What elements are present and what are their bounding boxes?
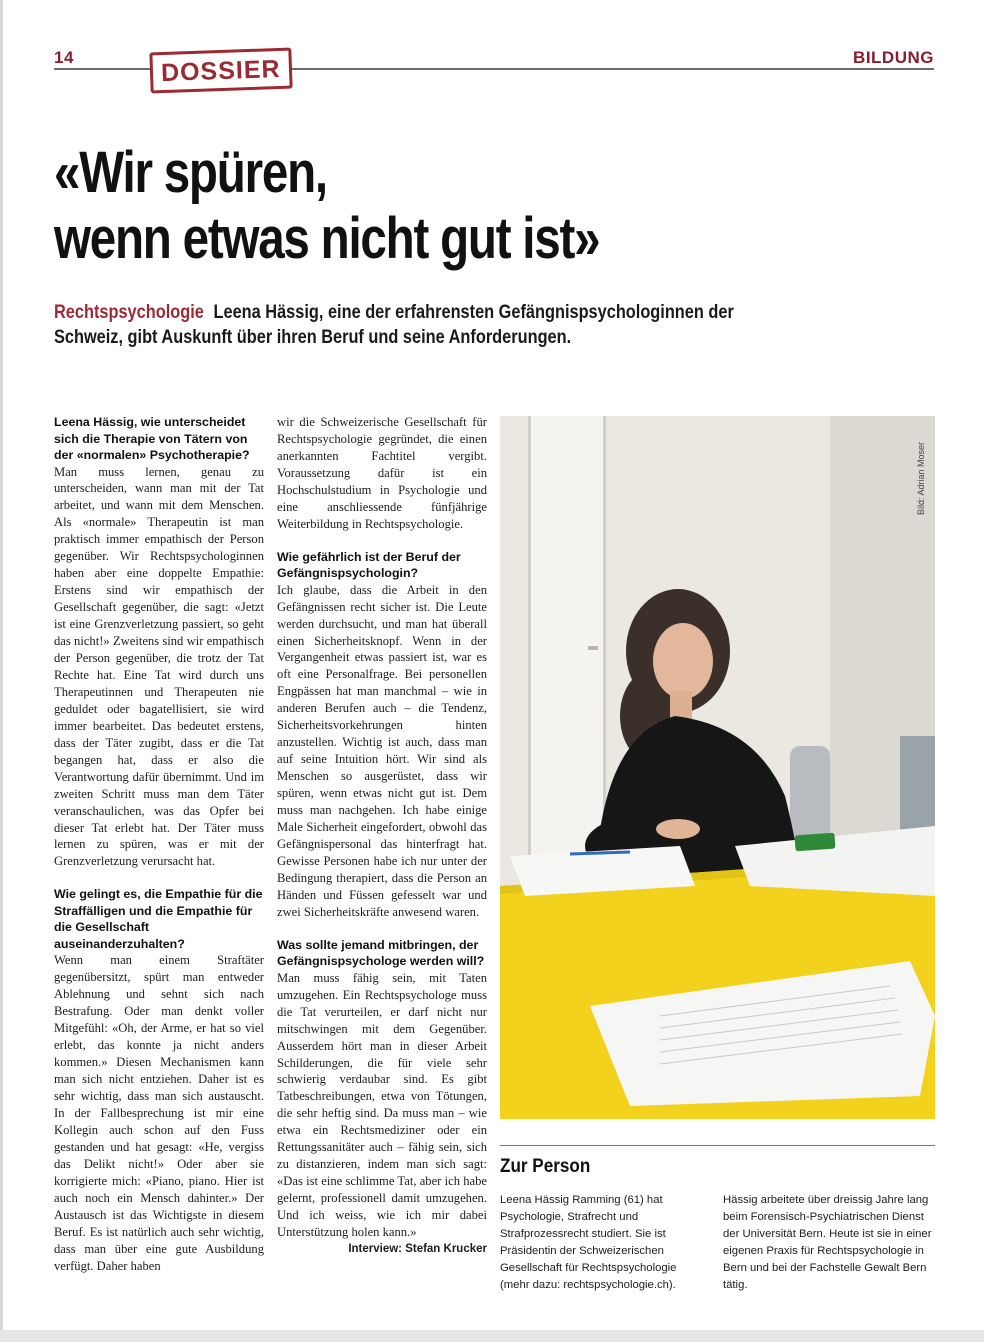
- lead-paragraph: [54, 300, 776, 350]
- interview-credit: Interview: Stefan Krucker: [348, 1242, 487, 1255]
- portrait-photo: [500, 416, 935, 1119]
- answer-4: Man muss fähig sein, mit Taten umzugehen. Ein Rechtspsychologe muss die Tat verurteilen, er darf nicht nur mitschwingen mit dem Gegenüber. Ausserdem hört man in dieser Arbeit Schilderungen, die für viele sehr schwierig verdaubar sind. Es gibt Tatbeschreibungen, etwa von Tötungen, die sehr heftig sind. Da muss man – wie etwa ein Rechtsmediziner oder ein Rettungssanitäter auch – fähig sein, sich zu distanzieren, indem man sich sagt: «Das ist eine schlimme Tat, aber ich habe gelernt, professionell damit umzugehen. Und ich weiss, wie ich mir dabei Unterstützung holen kann.» Interview: Stefan Krucker: [277, 970, 487, 1241]
- answer-2-continued: wir die Schweizerische Gesellschaft für Rechtspsychologie gegründet, die einen anerkannten Fachtitel vergibt. Voraussetzung dafür ist ein Hochschulstudium in Psychologie und eine anschliessende fünfjährige Weiterbildung in Rechtspsychologie.: [277, 415, 487, 531]
- dossier-stamp: DOSSIER: [149, 48, 292, 94]
- question-2: Wie gelingt es, die Empathie für die Straffälligen und die Empathie für die Gesellschaft auseinanderzuhalten?: [54, 887, 263, 951]
- person-box-title: Zur Person: [500, 1156, 591, 1177]
- person-box-rule: [500, 1145, 935, 1146]
- article-column-1: [54, 414, 264, 1274]
- question-1: Leena Hässig, wie unterscheidet sich die Therapie von Tätern von der «normalen» Psychotherapie?: [54, 415, 250, 462]
- photo-illustration: [500, 416, 935, 1119]
- page-bottom-edge: [0, 1330, 984, 1342]
- headline: [54, 140, 923, 272]
- lead-text: Leena Hässig, eine der erfahrensten Gefängnispsychologinnen der Schweiz, gibt Auskunft über ihren Beruf und seine Anforderungen.: [54, 302, 734, 348]
- headline-line-1: «Wir spüren,: [54, 140, 327, 205]
- person-bio-2: Hässig arbeitete über dreissig Jahre lang beim Forensisch-Psychiatrischen Dienst der Universität Bern. Heute ist sie in einer eigenen Praxis für Rechtspsychologie in Bern und bei der Fachstelle Gewalt Bern tätig.: [723, 1194, 932, 1291]
- question-3: Wie gefährlich ist der Beruf der Gefängnispsychologin?: [277, 549, 461, 581]
- headline-line-2: wenn etwas nicht gut ist»: [54, 206, 600, 271]
- person-box-column-1: [500, 1192, 705, 1294]
- page-edge: [0, 0, 3, 1342]
- answer-3: Ich glaube, dass die Arbeit in den Gefängnissen recht sicher ist. Die Leute werden durchsucht, und man hat überall einen Sicherheitsknopf. Wenn in der Vergangenheit etwas passiert ist, war es oft eine Personalfrage. Bei personellen Engpässen hat man manchmal – wie in anderen Berufen auch – die Tendenz, Sicherheitsvorkehrungen hinten anzustellen. Wichtig ist auch, dass man auf seine Intuition hört. Wir sind als Menschen so ausgerüstet, dass wir spüren, wenn etwas nicht gut ist. Dem muss man nachgehen. Ich habe einige Male Sicherheit eingefordert, obwohl das Gefängnispersonal das hinterfragt hat. Gewisse Personen habe ich nur unter der Bedingung therapiert, dass die Person an Händen und Füssen gefesselt war und zwei Sicherheitskräfte anwesend waren.: [277, 582, 487, 919]
- article-column-2: [277, 414, 487, 1258]
- page-number: 14: [54, 48, 74, 67]
- answer-2: Wenn man einem Straftäter gegenübersitzt, spürt man entweder Ablehnung und sehnt sich nach Bestrafung. Oder man denkt voller Mitgefühl: «Oh, der Arme, er hat so viel erlebt, das konnte ja nicht anders kommen.» Diesen Mechanismen kann man sich nicht entziehen. Daher ist es sehr wichtig, dass man sich austauscht. In der Fallbesprechung ist mir eine Kollegin auch schon auf den Fuss gestanden und hat gesagt: «He, vergiss das Delikt nicht!» Oder aber sie korrigierte mich: «Piano, piano. Hier ist auch noch ein Mensch dahinter.» Der Austausch ist das Wichtigste in diesem Beruf. Es ist natürlich auch sehr wichtig, dass man über eine gute Ausbildung verfügt. Daher haben: [54, 953, 264, 1273]
- photo-credit: Bild: Adrian Moser: [916, 441, 926, 515]
- person-bio-1: Leena Hässig Ramming (61) hat Psychologie, Strafrecht und Strafprozessrecht studiert. Sie ist Präsidentin der Schweizerischen Gesellschaft für Rechtspsychologie (mehr dazu: rechtspsychologie.ch).: [500, 1194, 677, 1291]
- section-name: BILDUNG: [853, 48, 934, 67]
- answer-1: Man muss lernen, genau zu unterscheiden, wann man mit der Tat arbeitet, und wann mit dem Menschen. Als «normale» Therapeutin ist man praktisch immer empathisch der Person gegenüber. Wir Rechtspsychologinnen haben aber eine doppelte Empathie: Erstens sind wir empathisch der Gesellschaft gegenüber, die sagt: «Jetzt ist eine Grenzverletzung passiert, so geht das nicht!» Zweitens sind wir empathisch der Person gegenüber, die trotz der Tat Rechte hat. Eine Tat wird durch uns Therapeutinnen und Therapeuten nie geduldet oder bagatellisiert, sie wird immer bearbeitet. Das bedeutet erstens, dass der Täter zugibt, dass er die Tat begangen hat, dass er also die Verantwortung dafür übernimmt. Und im zweiten Schritt muss man dem Täter veranschaulichen, was das Opfer bei dieser Tat erlebt hat. Der Täter muss lernen zu spüren, was er mit der Grenzverletzung verursacht hat.: [54, 464, 264, 869]
- lead-kicker: Rechtspsychologie: [54, 302, 204, 323]
- question-4: Was sollte jemand mitbringen, der Gefängnispsychologe werden will?: [277, 937, 485, 969]
- person-box-column-2: [723, 1192, 933, 1294]
